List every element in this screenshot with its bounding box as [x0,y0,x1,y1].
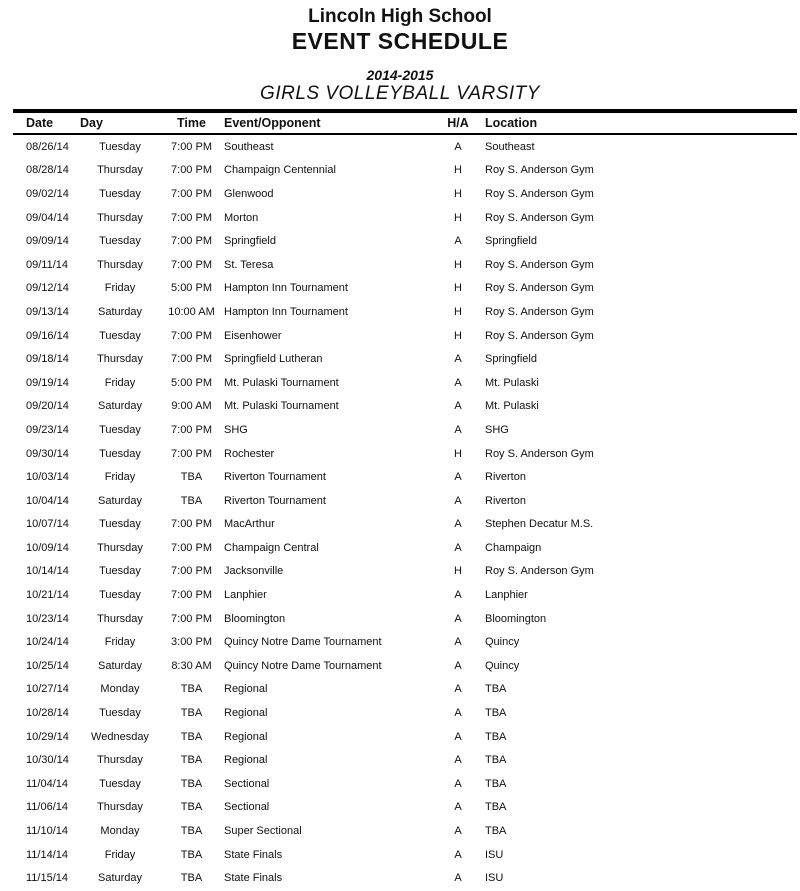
cell-home-away: H [454,187,462,200]
table-row [0,253,800,277]
cell-home-away: A [454,235,462,248]
cell-location: SHG [485,423,509,436]
cell-location: Quincy [485,636,520,649]
cell-date: 09/19/14 [26,376,69,389]
cell-location: TBA [485,801,507,814]
cell-event-opponent: State Finals [224,872,283,885]
cell-day: Thursday [97,211,143,224]
cell-date: 09/13/14 [26,305,69,318]
cell-location: TBA [485,730,507,743]
cell-time: TBA [180,825,203,838]
cell-event-opponent: Mt. Pulaski Tournament [224,400,339,413]
schedule-rows [0,135,800,890]
cell-event-opponent: Mt. Pulaski Tournament [224,376,339,389]
table-row [0,347,800,371]
table-row [0,513,800,537]
table-row [0,324,800,348]
cell-time: TBA [180,494,203,507]
cell-time: 7:00 PM [171,187,212,200]
cell-time: 7:00 PM [171,541,212,554]
cell-time: TBA [180,754,203,767]
column-header-day: Day [80,116,103,130]
cell-home-away: A [454,589,462,602]
cell-location: Roy S. Anderson Gym [485,258,594,271]
cell-time: 7:00 PM [171,565,212,578]
cell-day: Tuesday [99,187,141,200]
cell-time: 7:00 PM [171,353,212,366]
cell-location: Champaign [485,541,542,554]
cell-day: Saturday [97,305,143,318]
cell-home-away: A [454,801,462,814]
cell-event-opponent: Regional [224,707,268,720]
cell-event-opponent: SHG [224,423,248,436]
cell-event-opponent: Morton [224,211,259,224]
cell-event-opponent: Champaign Central [224,541,319,554]
cell-home-away: H [454,305,462,318]
cell-time: 7:00 PM [171,164,212,177]
cell-home-away: A [454,636,462,649]
cell-day: Friday [104,282,136,295]
table-row [0,866,800,890]
cell-date: 08/28/14 [26,164,69,177]
cell-location: Riverton [485,471,526,484]
cell-location: ISU [485,848,504,861]
cell-date: 09/23/14 [26,423,69,436]
cell-date: 11/15/14 [26,872,69,885]
cell-time: 7:00 PM [171,329,212,342]
cell-home-away: A [454,730,462,743]
cell-day: Tuesday [99,235,141,248]
cell-event-opponent: St. Teresa [224,258,274,271]
cell-time: 10:00 AM [168,305,215,318]
cell-time: 7:00 PM [171,235,212,248]
cell-event-opponent: Sectional [224,777,270,790]
cell-date: 10/07/14 [26,518,69,531]
cell-event-opponent: Lanphier [224,589,267,602]
cell-event-opponent: Springfield [224,235,276,248]
cell-event-opponent: Regional [224,730,268,743]
cell-time: 7:00 PM [171,423,212,436]
column-header-event-opponent: Event/Opponent [224,116,321,130]
cell-event-opponent: Quincy Notre Dame Tournament [224,636,382,649]
cell-day: Thursday [97,258,143,271]
cell-event-opponent: MacArthur [224,518,275,531]
cell-home-away: A [454,612,462,625]
cell-event-opponent: State Finals [224,848,283,861]
cell-location: Roy S. Anderson Gym [485,329,594,342]
cell-time: TBA [180,730,203,743]
table-row [0,182,800,206]
cell-day: Friday [104,471,136,484]
cell-location: TBA [485,777,507,790]
cell-home-away: A [454,825,462,838]
cell-day: Tuesday [99,589,141,602]
table-row [0,229,800,253]
table-row [0,796,800,820]
table-row [0,607,800,631]
cell-date: 11/04/14 [26,777,69,790]
cell-location: Lanphier [485,589,528,602]
cell-date: 10/24/14 [26,636,69,649]
table-row [0,843,800,867]
cell-location: Quincy [485,659,520,672]
cell-date: 11/10/14 [26,825,69,838]
cell-date: 11/06/14 [26,801,69,814]
cell-location: Roy S. Anderson Gym [485,187,594,200]
cell-date: 10/27/14 [26,683,69,696]
cell-home-away: A [454,541,462,554]
cell-home-away: H [454,565,462,578]
cell-location: Bloomington [485,612,547,625]
cell-home-away: A [454,777,462,790]
table-row [0,536,800,560]
table-row [0,654,800,678]
cell-location: Roy S. Anderson Gym [485,282,594,295]
cell-date: 10/28/14 [26,707,69,720]
cell-day: Saturday [97,659,143,672]
cell-date: 10/30/14 [26,754,69,767]
cell-home-away: A [454,494,462,507]
cell-location: Roy S. Anderson Gym [485,565,594,578]
cell-location: TBA [485,683,507,696]
table-row [0,300,800,324]
cell-event-opponent: Regional [224,754,268,767]
cell-event-opponent: Eisenhower [224,329,282,342]
cell-home-away: A [454,376,462,389]
cell-day: Wednesday [91,730,149,743]
cell-location: ISU [485,872,504,885]
table-row [0,206,800,230]
cell-time: TBA [180,872,203,885]
cell-date: 09/02/14 [26,187,69,200]
cell-date: 09/11/14 [26,258,69,271]
cell-date: 10/23/14 [26,612,69,625]
cell-event-opponent: Southeast [224,140,274,153]
cell-time: TBA [180,848,203,861]
cell-location: Mt. Pulaski [485,376,539,389]
table-row [0,583,800,607]
column-header-home-away: H/A [447,116,469,130]
cell-event-opponent: Hampton Inn Tournament [224,282,348,295]
cell-time: 7:00 PM [171,589,212,602]
table-row [0,465,800,489]
cell-day: Friday [104,848,136,861]
cell-location: TBA [485,825,507,838]
school-name: Lincoln High School [308,6,492,27]
cell-event-opponent: Regional [224,683,268,696]
cell-home-away: A [454,140,462,153]
cell-home-away: A [454,707,462,720]
cell-date: 09/18/14 [26,353,69,366]
cell-time: 7:00 PM [171,140,212,153]
cell-day: Friday [104,636,136,649]
cell-time: TBA [180,777,203,790]
cell-home-away: H [454,211,462,224]
cell-location: Riverton [485,494,526,507]
cell-home-away: H [454,447,462,460]
table-row [0,442,800,466]
cell-date: 10/09/14 [26,541,69,554]
cell-home-away: A [454,848,462,861]
cell-time: 7:00 PM [171,211,212,224]
cell-time: TBA [180,683,203,696]
cell-day: Friday [104,376,136,389]
cell-date: 09/20/14 [26,400,69,413]
table-row [0,748,800,772]
cell-day: Tuesday [99,518,141,531]
cell-location: Mt. Pulaski [485,400,539,413]
cell-home-away: A [454,872,462,885]
cell-date: 09/09/14 [26,235,69,248]
cell-day: Saturday [97,400,143,413]
cell-home-away: A [454,518,462,531]
cell-day: Tuesday [99,423,141,436]
cell-event-opponent: Riverton Tournament [224,471,326,484]
cell-day: Saturday [97,872,143,885]
cell-location: Roy S. Anderson Gym [485,211,594,224]
cell-time: 5:00 PM [171,376,212,389]
column-header-location: Location [485,116,538,130]
cell-event-opponent: Quincy Notre Dame Tournament [224,659,382,672]
cell-event-opponent: Hampton Inn Tournament [224,305,348,318]
table-row [0,277,800,301]
cell-home-away: A [454,471,462,484]
table-row [0,678,800,702]
table-row [0,701,800,725]
cell-day: Monday [100,683,140,696]
cell-event-opponent: Jacksonville [224,565,284,578]
cell-location: Springfield [485,353,537,366]
table-row [0,725,800,749]
cell-event-opponent: Springfield Lutheran [224,353,323,366]
cell-day: Tuesday [99,140,141,153]
cell-time: 7:00 PM [171,258,212,271]
table-row [0,630,800,654]
cell-home-away: A [454,423,462,436]
cell-date: 09/04/14 [26,211,69,224]
cell-location: TBA [485,707,507,720]
cell-date: 10/14/14 [26,565,69,578]
cell-time: 3:00 PM [171,636,212,649]
cell-date: 10/21/14 [26,589,69,602]
cell-home-away: H [454,329,462,342]
cell-home-away: A [454,754,462,767]
cell-event-opponent: Riverton Tournament [224,494,326,507]
cell-day: Thursday [97,801,143,814]
cell-home-away: A [454,400,462,413]
column-header-date: Date [26,116,54,130]
cell-home-away: H [454,282,462,295]
cell-location: TBA [485,754,507,767]
table-row [0,159,800,183]
document-header [0,0,800,105]
cell-day: Thursday [97,353,143,366]
cell-home-away: A [454,353,462,366]
cell-event-opponent: Rochester [224,447,275,460]
cell-location: Springfield [485,235,537,248]
cell-day: Tuesday [99,777,141,790]
cell-date: 10/25/14 [26,659,69,672]
cell-location: Stephen Decatur M.S. [485,518,594,531]
cell-day: Tuesday [99,447,141,460]
cell-event-opponent: Bloomington [224,612,286,625]
cell-date: 11/14/14 [26,848,69,861]
cell-time: 7:00 PM [171,518,212,531]
cell-event-opponent: Glenwood [224,187,274,200]
cell-time: 7:00 PM [171,612,212,625]
cell-day: Monday [100,825,140,838]
cell-date: 10/03/14 [26,471,69,484]
cell-date: 10/29/14 [26,730,69,743]
cell-day: Tuesday [99,707,141,720]
table-row [0,819,800,843]
cell-time: 9:00 AM [171,400,212,413]
cell-home-away: A [454,659,462,672]
cell-date: 09/16/14 [26,329,69,342]
season-label: 2014-2015 [366,67,434,83]
cell-day: Tuesday [99,329,141,342]
table-row [0,135,800,159]
cell-time: TBA [180,801,203,814]
cell-time: 8:30 AM [171,659,212,672]
cell-location: Southeast [485,140,535,153]
cell-date: 09/30/14 [26,447,69,460]
column-header-time: Time [177,116,206,130]
document-title: EVENT SCHEDULE [291,28,509,54]
cell-home-away: H [454,164,462,177]
table-row [0,418,800,442]
cell-event-opponent: Champaign Centennial [224,164,336,177]
cell-day: Saturday [97,494,143,507]
cell-day: Thursday [97,754,143,767]
cell-day: Thursday [97,164,143,177]
cell-day: Thursday [97,612,143,625]
cell-day: Thursday [97,541,143,554]
table-row [0,489,800,513]
table-header-row [0,113,800,133]
cell-home-away: A [454,683,462,696]
cell-location: Roy S. Anderson Gym [485,305,594,318]
cell-event-opponent: Sectional [224,801,270,814]
cell-date: 08/26/14 [26,140,69,153]
cell-time: 5:00 PM [171,282,212,295]
cell-time: 7:00 PM [171,447,212,460]
team-title: GIRLS VOLLEYBALL VARSITY [260,83,540,104]
cell-time: TBA [180,707,203,720]
cell-day: Tuesday [99,565,141,578]
cell-event-opponent: Super Sectional [224,825,302,838]
table-row [0,395,800,419]
cell-date: 10/04/14 [26,494,69,507]
cell-location: Roy S. Anderson Gym [485,447,594,460]
cell-home-away: H [454,258,462,271]
table-row [0,772,800,796]
cell-time: TBA [180,471,203,484]
table-row [0,560,800,584]
cell-location: Roy S. Anderson Gym [485,164,594,177]
table-row [0,371,800,395]
cell-date: 09/12/14 [26,282,69,295]
